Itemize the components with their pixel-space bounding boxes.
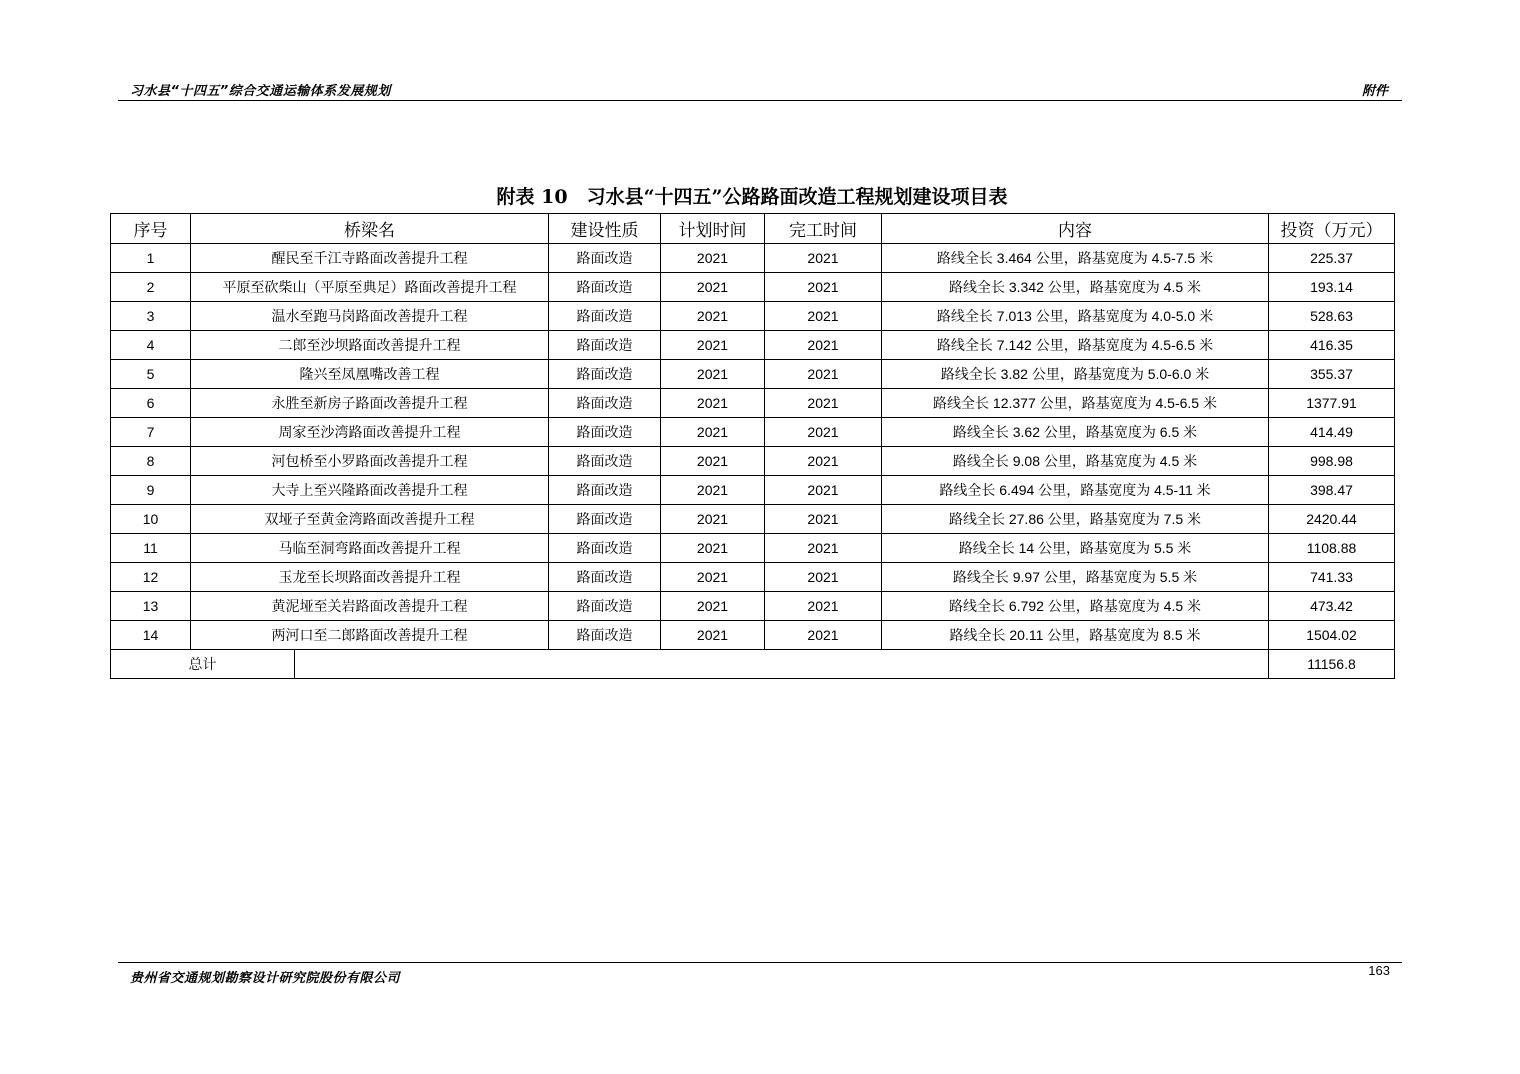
cell-name: 河包桥至小罗路面改善提升工程 xyxy=(191,447,549,476)
cell-content: 路线全长 9.97 公里，路基宽度为 5.5 米 xyxy=(882,563,1269,592)
cell-finish-time: 2021 xyxy=(765,331,882,360)
cell-finish-time: 2021 xyxy=(765,621,882,650)
cell-investment: 355.37 xyxy=(1269,360,1395,389)
table-row xyxy=(111,331,1395,360)
table-title: 附表 10 习水县“十四五”公路路面改造工程规划建设项目表 xyxy=(496,186,1008,208)
cell-name: 黄泥垭至关岩路面改善提升工程 xyxy=(191,592,549,621)
table-header-row xyxy=(111,214,1395,244)
table-row xyxy=(111,418,1395,447)
table-row xyxy=(111,534,1395,563)
cell-index: 13 xyxy=(111,592,191,621)
cell-type: 路面改造 xyxy=(549,331,661,360)
cell-investment: 741.33 xyxy=(1269,563,1395,592)
cell-index: 1 xyxy=(111,244,191,273)
cell-finish-time: 2021 xyxy=(765,563,882,592)
cell-content: 路线全长 3.342 公里，路基宽度为 4.5 米 xyxy=(882,273,1269,302)
cell-type: 路面改造 xyxy=(549,360,661,389)
cell-content: 路线全长 6.494 公里，路基宽度为 4.5-11 米 xyxy=(882,476,1269,505)
cell-name: 平原至砍柴山（平原至典足）路面改善提升工程 xyxy=(191,273,549,302)
cell-name: 温水至跑马岗路面改善提升工程 xyxy=(191,302,549,331)
cell-content: 路线全长 27.86 公里，路基宽度为 7.5 米 xyxy=(882,505,1269,534)
cell-plan-time: 2021 xyxy=(661,360,765,389)
cell-index: 7 xyxy=(111,418,191,447)
cell-type: 路面改造 xyxy=(549,476,661,505)
cell-finish-time: 2021 xyxy=(765,389,882,418)
cell-plan-time: 2021 xyxy=(661,476,765,505)
cell-name: 隆兴至凤凰嘴改善工程 xyxy=(191,360,549,389)
cell-content: 路线全长 3.82 公里，路基宽度为 5.0-6.0 米 xyxy=(882,360,1269,389)
cell-index: 6 xyxy=(111,389,191,418)
cell-type: 路面改造 xyxy=(549,418,661,447)
cell-plan-time: 2021 xyxy=(661,418,765,447)
total-value: 11156.8 xyxy=(1269,650,1395,679)
total-label: 总计 xyxy=(111,650,295,679)
cell-type: 路面改造 xyxy=(549,621,661,650)
cell-finish-time: 2021 xyxy=(765,418,882,447)
cell-finish-time: 2021 xyxy=(765,476,882,505)
document-title: 习水县“十四五”综合交通运输体系发展规划 xyxy=(130,84,391,99)
cell-index: 14 xyxy=(111,621,191,650)
cell-plan-time: 2021 xyxy=(661,273,765,302)
cell-investment: 416.35 xyxy=(1269,331,1395,360)
cell-name: 玉龙至长坝路面改善提升工程 xyxy=(191,563,549,592)
cell-investment: 414.49 xyxy=(1269,418,1395,447)
cell-finish-time: 2021 xyxy=(765,592,882,621)
cell-name: 马临至洞弯路面改善提升工程 xyxy=(191,534,549,563)
cell-finish-time: 2021 xyxy=(765,447,882,476)
cell-investment: 528.63 xyxy=(1269,302,1395,331)
cell-plan-time: 2021 xyxy=(661,302,765,331)
cell-index: 5 xyxy=(111,360,191,389)
cell-content: 路线全长 3.464 公里，路基宽度为 4.5-7.5 米 xyxy=(882,244,1269,273)
cell-type: 路面改造 xyxy=(549,534,661,563)
cell-type: 路面改造 xyxy=(549,447,661,476)
table-row xyxy=(111,302,1395,331)
cell-type: 路面改造 xyxy=(549,389,661,418)
col-header-type: 建设性质 xyxy=(549,214,661,244)
page-footer xyxy=(118,962,1402,987)
cell-content: 路线全长 7.013 公里，路基宽度为 4.0-5.0 米 xyxy=(882,302,1269,331)
total-blank xyxy=(295,650,1269,679)
cell-name: 周家至沙湾路面改善提升工程 xyxy=(191,418,549,447)
cell-content: 路线全长 3.62 公里，路基宽度为 6.5 米 xyxy=(882,418,1269,447)
cell-name: 永胜至新房子路面改善提升工程 xyxy=(191,389,549,418)
cell-name: 大寺上至兴隆路面改善提升工程 xyxy=(191,476,549,505)
cell-content: 路线全长 7.142 公里，路基宽度为 4.5-6.5 米 xyxy=(882,331,1269,360)
cell-investment: 1377.91 xyxy=(1269,389,1395,418)
cell-type: 路面改造 xyxy=(549,563,661,592)
cell-investment: 2420.44 xyxy=(1269,505,1395,534)
page-number: 163 xyxy=(1368,963,1390,978)
cell-name: 两河口至二郎路面改善提升工程 xyxy=(191,621,549,650)
col-header-name: 桥梁名 xyxy=(191,214,549,244)
cell-plan-time: 2021 xyxy=(661,621,765,650)
cell-content: 路线全长 12.377 公里，路基宽度为 4.5-6.5 米 xyxy=(882,389,1269,418)
cell-investment: 225.37 xyxy=(1269,244,1395,273)
cell-index: 2 xyxy=(111,273,191,302)
cell-finish-time: 2021 xyxy=(765,302,882,331)
cell-index: 10 xyxy=(111,505,191,534)
cell-finish-time: 2021 xyxy=(765,505,882,534)
cell-investment: 998.98 xyxy=(1269,447,1395,476)
table-row xyxy=(111,244,1395,273)
cell-index: 3 xyxy=(111,302,191,331)
col-header-investment: 投资（万元） xyxy=(1269,214,1395,244)
cell-content: 路线全长 9.08 公里，路基宽度为 4.5 米 xyxy=(882,447,1269,476)
cell-type: 路面改造 xyxy=(549,505,661,534)
company-name: 贵州省交通规划勘察设计研究院股份有限公司 xyxy=(130,971,401,986)
table-body xyxy=(111,244,1395,679)
cell-finish-time: 2021 xyxy=(765,273,882,302)
cell-investment: 473.42 xyxy=(1269,592,1395,621)
cell-name: 双垭子至黄金湾路面改善提升工程 xyxy=(191,505,549,534)
table-row xyxy=(111,273,1395,302)
cell-plan-time: 2021 xyxy=(661,592,765,621)
cell-finish-time: 2021 xyxy=(765,534,882,563)
cell-finish-time: 2021 xyxy=(765,360,882,389)
table-row xyxy=(111,389,1395,418)
table-row xyxy=(111,621,1395,650)
cell-plan-time: 2021 xyxy=(661,389,765,418)
table-row xyxy=(111,447,1395,476)
col-header-index: 序号 xyxy=(111,214,191,244)
table-row xyxy=(111,360,1395,389)
cell-type: 路面改造 xyxy=(549,592,661,621)
table-row xyxy=(111,592,1395,621)
cell-content: 路线全长 14 公里，路基宽度为 5.5 米 xyxy=(882,534,1269,563)
project-table xyxy=(110,213,1395,679)
cell-content: 路线全长 20.11 公里，路基宽度为 8.5 米 xyxy=(882,621,1269,650)
cell-type: 路面改造 xyxy=(549,244,661,273)
table-row xyxy=(111,563,1395,592)
col-header-finish-time: 完工时间 xyxy=(765,214,882,244)
cell-index: 8 xyxy=(111,447,191,476)
cell-investment: 1108.88 xyxy=(1269,534,1395,563)
cell-plan-time: 2021 xyxy=(661,447,765,476)
table-row xyxy=(111,476,1395,505)
page-header xyxy=(118,78,1402,101)
cell-finish-time: 2021 xyxy=(765,244,882,273)
cell-plan-time: 2021 xyxy=(661,563,765,592)
cell-investment: 1504.02 xyxy=(1269,621,1395,650)
cell-plan-time: 2021 xyxy=(661,505,765,534)
col-header-content: 内容 xyxy=(882,214,1269,244)
cell-index: 4 xyxy=(111,331,191,360)
cell-type: 路面改造 xyxy=(549,302,661,331)
col-header-plan-time: 计划时间 xyxy=(661,214,765,244)
cell-index: 11 xyxy=(111,534,191,563)
cell-index: 9 xyxy=(111,476,191,505)
cell-plan-time: 2021 xyxy=(661,331,765,360)
cell-type: 路面改造 xyxy=(549,273,661,302)
table-total-row xyxy=(111,650,1395,679)
cell-name: 醒民至千江寺路面改善提升工程 xyxy=(191,244,549,273)
cell-plan-time: 2021 xyxy=(661,534,765,563)
cell-name: 二郎至沙坝路面改善提升工程 xyxy=(191,331,549,360)
cell-index: 12 xyxy=(111,563,191,592)
section-label: 附件 xyxy=(1361,84,1388,99)
cell-content: 路线全长 6.792 公里，路基宽度为 4.5 米 xyxy=(882,592,1269,621)
cell-investment: 193.14 xyxy=(1269,273,1395,302)
table-row xyxy=(111,505,1395,534)
cell-investment: 398.47 xyxy=(1269,476,1395,505)
cell-plan-time: 2021 xyxy=(661,244,765,273)
